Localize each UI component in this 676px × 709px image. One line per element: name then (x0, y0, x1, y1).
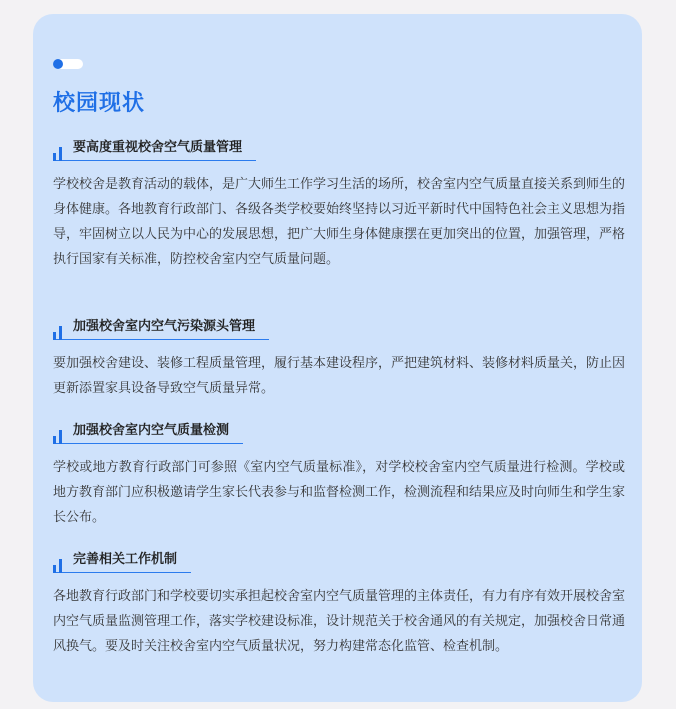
section-heading (53, 136, 256, 161)
section-heading (53, 419, 243, 444)
section-heading-label: 加强校舍室内空气污染源头管理 (73, 319, 256, 334)
heading-bars-icon (53, 559, 65, 573)
section-heading (53, 315, 269, 340)
section-1 (53, 136, 625, 272)
decor-dot (53, 59, 63, 69)
section-body: 要加强校舍建设、装修工程质量管理，履行基本建设程序，严把建筑材料、装修材料质量关，防止因更新添置家具设备导致空气质量异常。 (53, 356, 626, 396)
section-4 (53, 548, 625, 659)
page-title: 校园现状 (53, 91, 146, 116)
section-2 (53, 315, 625, 401)
section-heading-label: 要高度重视校舍空气质量管理 (73, 140, 243, 155)
section-body: 学校或地方教育行政部门可参照《室内空气质量标准》，对学校校舍室内空气质量进行检测。学校或地方教育部门应积极邀请学生家长代表参与和监督检测工作，检测流程和结果应及时向师生和学生家长公布。 (53, 460, 626, 525)
section-heading-label: 加强校舍室内空气质量检测 (73, 423, 230, 438)
content-card (33, 14, 642, 702)
section-heading-label: 完善相关工作机制 (73, 552, 178, 567)
decor-pill (53, 59, 83, 69)
section-3 (53, 419, 625, 530)
heading-bars-icon (53, 147, 65, 161)
heading-bars-icon (53, 430, 65, 444)
section-heading (53, 548, 191, 573)
heading-bars-icon (53, 326, 65, 340)
section-body: 各地教育行政部门和学校要切实承担起校舍室内空气质量管理的主体责任，有力有序有效开展校舍室内空气质量监测管理工作，落实学校建设标准，设计规范关于校舍通风的有关规定，加强校舍日常通风换气。要及时关注校舍室内空气质量状况，努力构建常态化监管、检查机制。 (53, 589, 626, 654)
section-body: 学校校舍是教育活动的载体，是广大师生工作学习生活的场所，校舍室内空气质量直接关系到师生的身体健康。各地教育行政部门、各级各类学校要始终坚持以习近平新时代中国特色社会主义思想为指导，牢固树立以人民为中心的发展思想，把广大师生身体健康摆在更加突出的位置，加强管理，严格执行国家有关标准，防控校舍室内空气质量问题。 (53, 177, 626, 267)
